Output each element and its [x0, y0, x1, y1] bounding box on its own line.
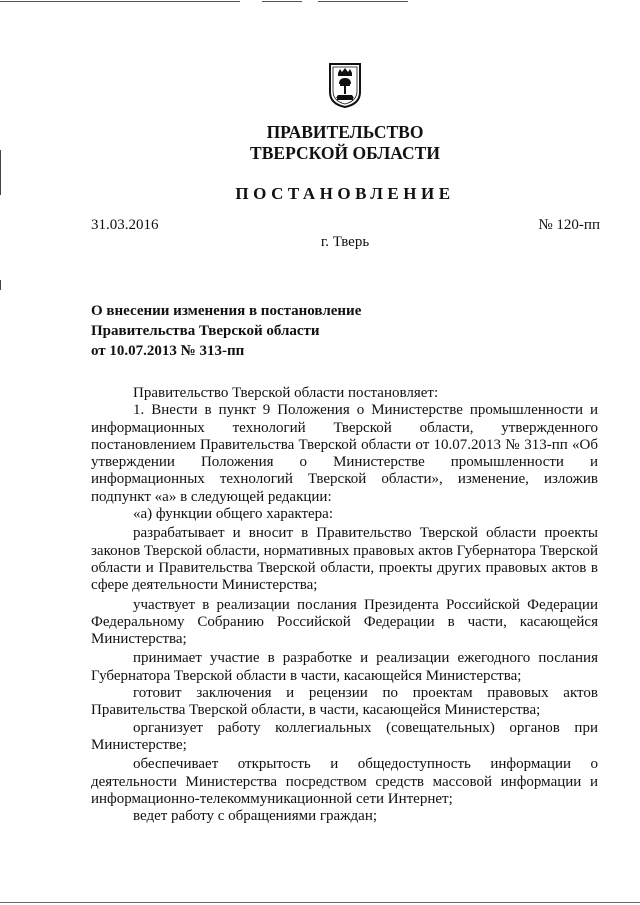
subject-line-1: О внесении изменения в постановление	[91, 303, 362, 319]
function-item: участвует в реализации послания Президента Российской Федерации Федеральному Собранию Российской Федерации в части, касающейся Министерства;	[91, 596, 598, 648]
document-number: № 120-пп	[538, 217, 600, 233]
function-item: принимает участие в разработке и реализации ежегодного послания Губернатора Тверской области в части, касающейся Министерства;	[91, 650, 598, 684]
point-1-paragraph: 1. Внести в пункт 9 Положения о Министерстве промышленности и информационных технологий Тверской области, утвержденного постановлением Правительства Тверской области от 10.07.2013 № 313-пп «Об утверждении Положения о Министерстве промышленности и информационных технологий Тверской области», изменение, изложив подпункт «а» в следующей редакции:	[91, 402, 598, 505]
function-item: готовит заключения и рецензии по проектам правовых актов Правительства Тверской области, в части, касающейся Министерства;	[91, 685, 598, 719]
scan-edge-line	[318, 1, 408, 2]
scan-edge-line	[262, 1, 302, 2]
government-name-line-1: ПРАВИТЕЛЬСТВО	[266, 122, 424, 142]
document-subject	[91, 301, 421, 361]
subject-line-2: Правительства Тверской области	[91, 323, 320, 339]
document-city: г. Тверь	[320, 234, 370, 250]
preamble-paragraph: Правительство Тверской области постановляет:	[133, 385, 439, 401]
function-item: организует работу коллегиальных (совещательных) органов при Министерстве;	[91, 719, 598, 753]
scan-edge-line	[0, 902, 640, 903]
subject-line-3: от 10.07.2013 № 313-пп	[91, 343, 245, 359]
tver-coat-of-arms-icon	[328, 62, 362, 108]
document-body	[91, 385, 598, 825]
function-item: обеспечивает открытость и общедоступность информации о деятельности Министерства посредством средств массовой информации и информационно-телекоммуникационной сети Интернет;	[91, 756, 598, 807]
scan-margin-mark	[0, 280, 1, 290]
document-date: 31.03.2016	[91, 217, 159, 233]
scan-edge-line	[0, 1, 240, 2]
document-type-heading: ПОСТАНОВЛЕНИЕ	[235, 184, 455, 203]
government-title	[0, 122, 640, 164]
function-item: ведет работу с обращениями граждан;	[133, 808, 378, 825]
subpoint-a-paragraph: «а) функции общего характера:	[133, 506, 334, 523]
function-item: разрабатывает и вносит в Правительство Тверской области проекты законов Тверской области, нормативных правовых актов Губернатора Тверской области и Правительства Тверской области, проекты других правовых актов в сфере деятельности Министерства;	[91, 525, 598, 594]
government-name-line-2: ТВЕРСКОЙ ОБЛАСТИ	[250, 143, 440, 163]
